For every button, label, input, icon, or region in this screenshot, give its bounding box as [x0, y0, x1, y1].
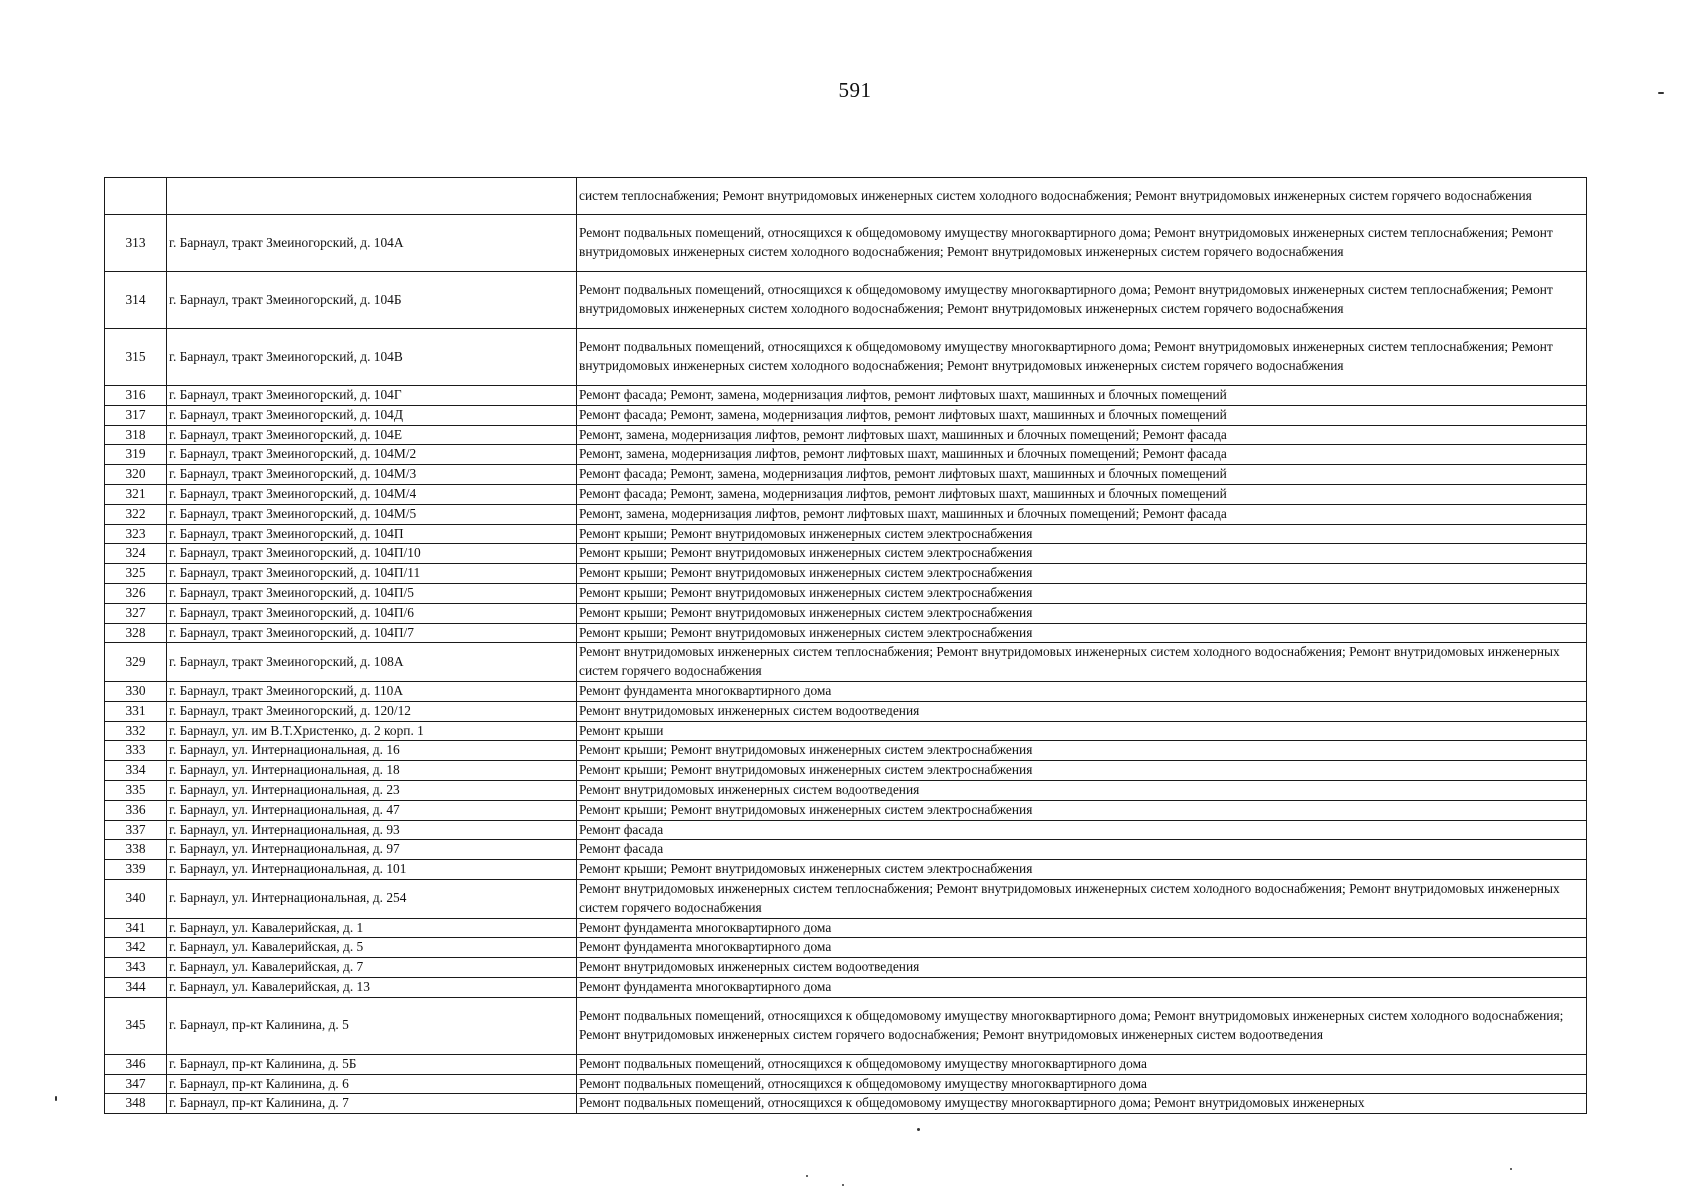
table-row [105, 484, 1587, 504]
table-row [105, 1074, 1587, 1094]
table-row [105, 544, 1587, 564]
row-address: г. Барнаул, ул. им В.Т.Христенко, д. 2 корп. 1 [167, 721, 577, 741]
row-address: г. Барнаул, тракт Змеиногорский, д. 104Е [167, 425, 577, 445]
row-number: 327 [105, 603, 167, 623]
row-address: г. Барнаул, тракт Змеиногорский, д. 104П/11 [167, 564, 577, 584]
row-number: 330 [105, 681, 167, 701]
row-work-list: Ремонт подвальных помещений, относящихся к общедомовому имуществу многоквартирного дома [577, 1074, 1587, 1094]
table-row [105, 405, 1587, 425]
row-number: 336 [105, 800, 167, 820]
row-address: г. Барнаул, тракт Змеиногорский, д. 104П/10 [167, 544, 577, 564]
table-row [105, 524, 1587, 544]
table-row [105, 918, 1587, 938]
row-number: 340 [105, 879, 167, 918]
table-row [105, 386, 1587, 406]
scan-speck [1510, 1168, 1512, 1170]
table-row [105, 860, 1587, 880]
row-work-list: Ремонт внутридомовых инженерных систем водоотведения [577, 958, 1587, 978]
row-work-list: Ремонт подвальных помещений, относящихся к общедомовому имуществу многоквартирного дома [577, 1054, 1587, 1074]
row-address: г. Барнаул, ул. Интернациональная, д. 47 [167, 800, 577, 820]
row-number: 326 [105, 583, 167, 603]
row-number: 329 [105, 643, 167, 682]
table-row [105, 623, 1587, 643]
table-row [105, 583, 1587, 603]
row-number: 331 [105, 701, 167, 721]
row-number: 343 [105, 958, 167, 978]
row-address: г. Барнаул, тракт Змеиногорский, д. 104Г [167, 386, 577, 406]
row-address: г. Барнаул, ул. Интернациональная, д. 18 [167, 761, 577, 781]
row-work-list: Ремонт подвальных помещений, относящихся к общедомовому имуществу многоквартирного дома; Ремонт внутридомовых инженерных [577, 1094, 1587, 1114]
row-address: г. Барнаул, пр-кт Калинина, д. 7 [167, 1094, 577, 1114]
row-work-list: Ремонт крыши [577, 721, 1587, 741]
repair-register-table [104, 177, 1587, 1114]
row-work-list: Ремонт крыши; Ремонт внутридомовых инженерных систем электроснабжения [577, 741, 1587, 761]
row-address: г. Барнаул, тракт Змеиногорский, д. 104М/3 [167, 465, 577, 485]
row-work-list: Ремонт фасада [577, 840, 1587, 860]
row-work-list: Ремонт фундамента многоквартирного дома [577, 938, 1587, 958]
row-address: г. Барнаул, тракт Змеиногорский, д. 104М/5 [167, 504, 577, 524]
row-address: г. Барнаул, тракт Змеиногорский, д. 104М/2 [167, 445, 577, 465]
row-number: 334 [105, 761, 167, 781]
table-row [105, 761, 1587, 781]
table-row [105, 1054, 1587, 1074]
row-address: г. Барнаул, ул. Интернациональная, д. 16 [167, 741, 577, 761]
table-row [105, 215, 1587, 272]
row-number: 323 [105, 524, 167, 544]
table-row [105, 425, 1587, 445]
row-number: 338 [105, 840, 167, 860]
row-number: 328 [105, 623, 167, 643]
row-address: г. Барнаул, тракт Змеиногорский, д. 104Б [167, 272, 577, 329]
row-number: 335 [105, 780, 167, 800]
row-address: г. Барнаул, тракт Змеиногорский, д. 104В [167, 329, 577, 386]
scan-speck [55, 1096, 57, 1101]
table-row [105, 178, 1587, 215]
row-work-list: Ремонт, замена, модернизация лифтов, ремонт лифтовых шахт, машинных и блочных помещений; Ремонт фасада [577, 445, 1587, 465]
row-work-list: Ремонт фасада; Ремонт, замена, модернизация лифтов, ремонт лифтовых шахт, машинных и блочных помещений [577, 405, 1587, 425]
row-number: 325 [105, 564, 167, 584]
row-work-list: Ремонт фасада; Ремонт, замена, модернизация лифтов, ремонт лифтовых шахт, машинных и блочных помещений [577, 465, 1587, 485]
row-number: 316 [105, 386, 167, 406]
row-work-list: систем теплоснабжения; Ремонт внутридомовых инженерных систем холодного водоснабжения; Ремонт внутридомовых инженерных систем горячего водоснабжения [577, 178, 1587, 215]
table-row [105, 603, 1587, 623]
row-work-list: Ремонт крыши; Ремонт внутридомовых инженерных систем электроснабжения [577, 800, 1587, 820]
table-row [105, 977, 1587, 997]
row-work-list: Ремонт фасада [577, 820, 1587, 840]
row-number: 313 [105, 215, 167, 272]
scan-speck [806, 1175, 808, 1177]
table-row [105, 958, 1587, 978]
row-work-list: Ремонт крыши; Ремонт внутридомовых инженерных систем электроснабжения [577, 860, 1587, 880]
row-number: 339 [105, 860, 167, 880]
row-number: 322 [105, 504, 167, 524]
table-row [105, 445, 1587, 465]
row-work-list: Ремонт внутридомовых инженерных систем теплоснабжения; Ремонт внутридомовых инженерных систем холодного водоснабжения; Ремонт внутридомовых инженерных систем горячего водоснабжения [577, 879, 1587, 918]
row-address: г. Барнаул, пр-кт Калинина, д. 5 [167, 997, 577, 1054]
row-work-list: Ремонт, замена, модернизация лифтов, ремонт лифтовых шахт, машинных и блочных помещений; Ремонт фасада [577, 504, 1587, 524]
table-row [105, 800, 1587, 820]
table-row [105, 997, 1587, 1054]
row-address: г. Барнаул, тракт Змеиногорский, д. 104П [167, 524, 577, 544]
scan-speck [917, 1128, 920, 1131]
row-address: г. Барнаул, ул. Интернациональная, д. 254 [167, 879, 577, 918]
table-row [105, 721, 1587, 741]
row-address: г. Барнаул, тракт Змеиногорский, д. 110А [167, 681, 577, 701]
row-number [105, 178, 167, 215]
row-number: 318 [105, 425, 167, 445]
row-work-list: Ремонт подвальных помещений, относящихся к общедомовому имуществу многоквартирного дома; Ремонт внутридомовых инженерных систем теплоснабжения; Ремонт внутридомовых инженерных систем холодного водоснабжения; Ремонт внутридомовых инженерных систем горячего водоснабжения [577, 272, 1587, 329]
row-address: г. Барнаул, ул. Интернациональная, д. 23 [167, 780, 577, 800]
row-number: 346 [105, 1054, 167, 1074]
row-work-list: Ремонт крыши; Ремонт внутридомовых инженерных систем электроснабжения [577, 564, 1587, 584]
row-address: г. Барнаул, тракт Змеиногорский, д. 120/12 [167, 701, 577, 721]
row-work-list: Ремонт фундамента многоквартирного дома [577, 681, 1587, 701]
row-address: г. Барнаул, пр-кт Калинина, д. 6 [167, 1074, 577, 1094]
row-work-list: Ремонт фасада; Ремонт, замена, модернизация лифтов, ремонт лифтовых шахт, машинных и блочных помещений [577, 386, 1587, 406]
row-number: 333 [105, 741, 167, 761]
table-row [105, 879, 1587, 918]
table-row [105, 820, 1587, 840]
row-address: г. Барнаул, тракт Змеиногорский, д. 104Д [167, 405, 577, 425]
row-address: г. Барнаул, ул. Интернациональная, д. 93 [167, 820, 577, 840]
table-row [105, 938, 1587, 958]
scan-speck [842, 1184, 844, 1186]
table-row [105, 701, 1587, 721]
row-address: г. Барнаул, тракт Змеиногорский, д. 104П/7 [167, 623, 577, 643]
row-number: 319 [105, 445, 167, 465]
row-address: г. Барнаул, ул. Интернациональная, д. 97 [167, 840, 577, 860]
row-work-list: Ремонт подвальных помещений, относящихся к общедомовому имуществу многоквартирного дома; Ремонт внутридомовых инженерных систем холодного водоснабжения; Ремонт внутридомовых инженерных систем горячего водоснабжения; Ремонт внутридомовых инженерных систем водоотведения [577, 997, 1587, 1054]
row-work-list: Ремонт крыши; Ремонт внутридомовых инженерных систем электроснабжения [577, 524, 1587, 544]
row-work-list: Ремонт подвальных помещений, относящихся к общедомовому имуществу многоквартирного дома; Ремонт внутридомовых инженерных систем теплоснабжения; Ремонт внутридомовых инженерных систем холодного водоснабжения; Ремонт внутридомовых инженерных систем горячего водоснабжения [577, 215, 1587, 272]
row-number: 320 [105, 465, 167, 485]
table-row [105, 741, 1587, 761]
row-number: 332 [105, 721, 167, 741]
row-work-list: Ремонт крыши; Ремонт внутридомовых инженерных систем электроснабжения [577, 544, 1587, 564]
table-row [105, 329, 1587, 386]
row-address: г. Барнаул, тракт Змеиногорский, д. 104М/4 [167, 484, 577, 504]
table-row [105, 564, 1587, 584]
row-number: 344 [105, 977, 167, 997]
row-number: 314 [105, 272, 167, 329]
scan-speck [1658, 92, 1664, 94]
table-row [105, 504, 1587, 524]
row-number: 341 [105, 918, 167, 938]
row-work-list: Ремонт фундамента многоквартирного дома [577, 977, 1587, 997]
row-work-list: Ремонт крыши; Ремонт внутридомовых инженерных систем электроснабжения [577, 603, 1587, 623]
table-row [105, 272, 1587, 329]
table-row [105, 681, 1587, 701]
table-row [105, 840, 1587, 860]
register-body [105, 178, 1587, 1114]
row-address: г. Барнаул, тракт Змеиногорский, д. 104П/5 [167, 583, 577, 603]
row-number: 324 [105, 544, 167, 564]
row-address: г. Барнаул, ул. Кавалерийская, д. 7 [167, 958, 577, 978]
row-address [167, 178, 577, 215]
row-work-list: Ремонт внутридомовых инженерных систем водоотведения [577, 780, 1587, 800]
row-address: г. Барнаул, ул. Кавалерийская, д. 5 [167, 938, 577, 958]
row-work-list: Ремонт фасада; Ремонт, замена, модернизация лифтов, ремонт лифтовых шахт, машинных и блочных помещений [577, 484, 1587, 504]
row-work-list: Ремонт подвальных помещений, относящихся к общедомовому имуществу многоквартирного дома; Ремонт внутридомовых инженерных систем теплоснабжения; Ремонт внутридомовых инженерных систем холодного водоснабжения; Ремонт внутридомовых инженерных систем горячего водоснабжения [577, 329, 1587, 386]
page-number: 591 [838, 78, 872, 102]
row-number: 347 [105, 1074, 167, 1094]
row-address: г. Барнаул, пр-кт Калинина, д. 5Б [167, 1054, 577, 1074]
table-row [105, 780, 1587, 800]
row-number: 321 [105, 484, 167, 504]
row-number: 348 [105, 1094, 167, 1114]
row-address: г. Барнаул, ул. Интернациональная, д. 101 [167, 860, 577, 880]
table-row [105, 1094, 1587, 1114]
row-address: г. Барнаул, ул. Кавалерийская, д. 1 [167, 918, 577, 938]
row-work-list: Ремонт фундамента многоквартирного дома [577, 918, 1587, 938]
row-address: г. Барнаул, тракт Змеиногорский, д. 108А [167, 643, 577, 682]
row-work-list: Ремонт крыши; Ремонт внутридомовых инженерных систем электроснабжения [577, 761, 1587, 781]
row-address: г. Барнаул, ул. Кавалерийская, д. 13 [167, 977, 577, 997]
table-row [105, 465, 1587, 485]
row-number: 342 [105, 938, 167, 958]
row-number: 317 [105, 405, 167, 425]
row-work-list: Ремонт крыши; Ремонт внутридомовых инженерных систем электроснабжения [577, 583, 1587, 603]
table-row [105, 643, 1587, 682]
row-work-list: Ремонт, замена, модернизация лифтов, ремонт лифтовых шахт, машинных и блочных помещений; Ремонт фасада [577, 425, 1587, 445]
row-work-list: Ремонт крыши; Ремонт внутридомовых инженерных систем электроснабжения [577, 623, 1587, 643]
row-number: 345 [105, 997, 167, 1054]
row-work-list: Ремонт внутридомовых инженерных систем теплоснабжения; Ремонт внутридомовых инженерных систем холодного водоснабжения; Ремонт внутридомовых инженерных систем горячего водоснабжения [577, 643, 1587, 682]
row-number: 337 [105, 820, 167, 840]
row-work-list: Ремонт внутридомовых инженерных систем водоотведения [577, 701, 1587, 721]
row-address: г. Барнаул, тракт Змеиногорский, д. 104А [167, 215, 577, 272]
row-address: г. Барнаул, тракт Змеиногорский, д. 104П/6 [167, 603, 577, 623]
row-number: 315 [105, 329, 167, 386]
